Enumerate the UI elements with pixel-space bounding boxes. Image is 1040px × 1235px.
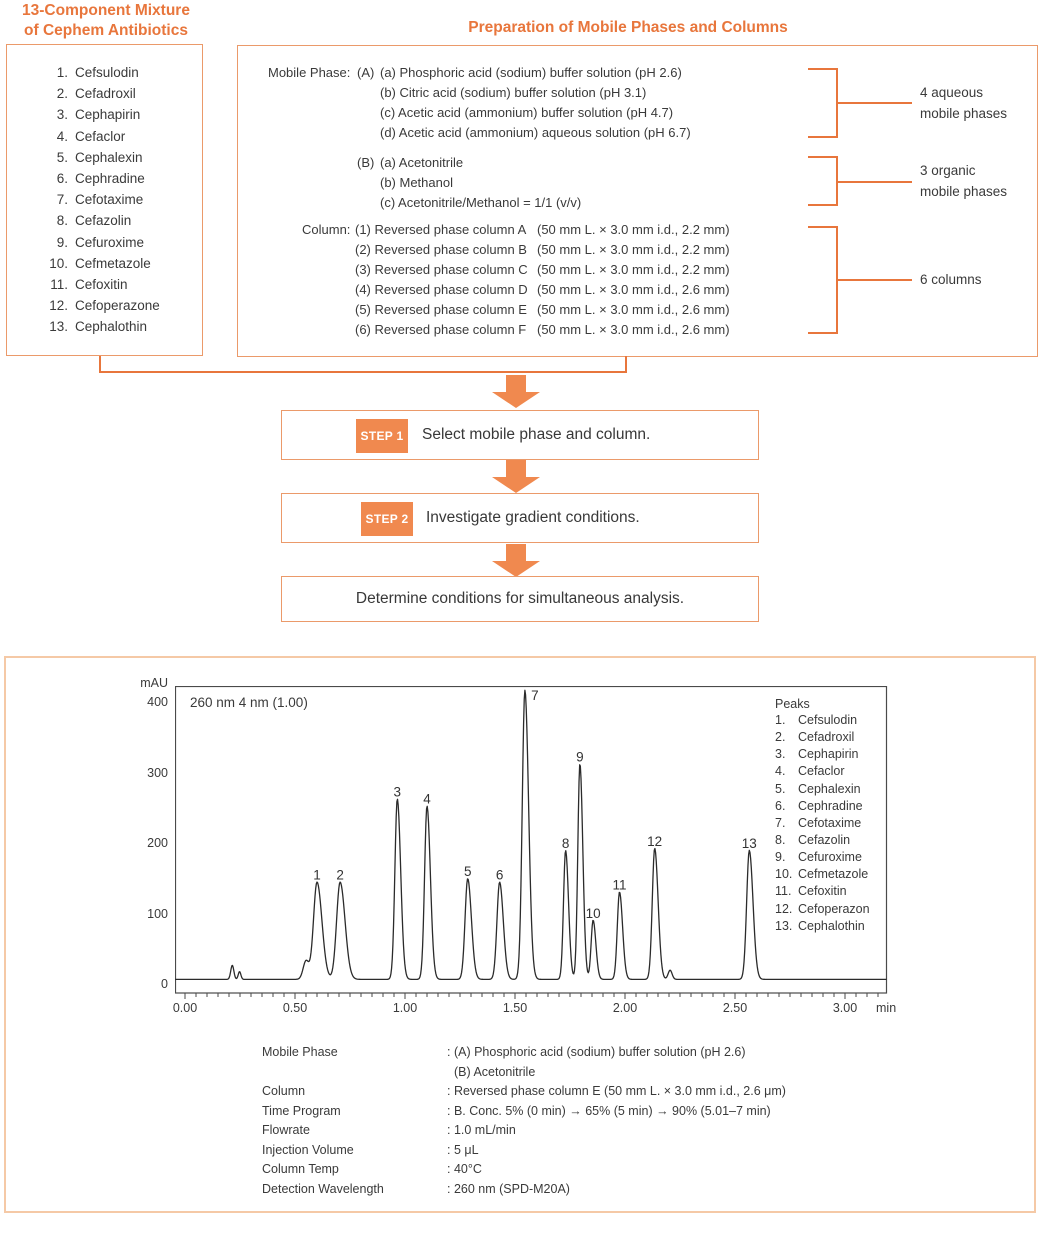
mixture-title-line2: of Cephem Antibiotics <box>24 22 188 39</box>
legend-item-name: Cefadroxil <box>798 730 855 745</box>
x-tick-label: 1.50 <box>502 1001 528 1015</box>
group-b-tag <box>357 193 380 213</box>
group-a-tag <box>357 83 380 103</box>
legend-item <box>775 918 870 935</box>
condition-label <box>262 1063 447 1083</box>
list-item <box>34 168 160 189</box>
x-tick-label: 3.00 <box>832 1001 858 1015</box>
condition-value: : Reversed phase column E (50 mm L. × 3.0 mm i.d., 2.6 μm) <box>447 1084 786 1098</box>
y-tick-label: 400 <box>147 695 168 709</box>
legend-item-number: 11. <box>775 884 792 899</box>
column-name: (5) Reversed phase column E <box>355 302 527 317</box>
condition-value: (B) Acetonitrile <box>454 1064 536 1079</box>
peaks-legend-items <box>775 712 870 935</box>
mobile-phase-b-row <box>357 173 581 193</box>
mobile-phase-b-item: (c) Acetonitrile/Methanol = 1/1 (v/v) <box>380 195 582 210</box>
condition-label: Time Program <box>262 1103 341 1118</box>
peaks-legend <box>775 697 870 935</box>
column-dims: (50 mm L. × 3.0 mm i.d., 2.2 mm) <box>537 242 730 257</box>
condition-row <box>262 1121 786 1141</box>
legend-item <box>775 849 870 866</box>
step2-text: Investigate gradient conditions. <box>426 509 640 526</box>
legend-item-name: Cephradine <box>798 798 863 813</box>
list-item-name: Cefoxitin <box>75 276 128 292</box>
x-tick-label: 0.00 <box>172 1001 198 1015</box>
x-tick-label: 0.50 <box>282 1001 308 1015</box>
list-item-name: Cefsulodin <box>75 65 139 80</box>
mixture-title <box>0 1 212 41</box>
label-aqueous <box>920 82 1007 124</box>
mobile-phase-a-item: (a) Phosphoric acid (sodium) buffer solution (pH 2.6) <box>380 65 682 80</box>
legend-item <box>775 832 870 849</box>
legend-item-name: Cefsulodin <box>798 713 858 727</box>
list-item-name: Cephradine <box>75 170 145 186</box>
bracket-organic <box>808 156 838 206</box>
condition-value: : B. Conc. 5% (0 min) → 65% (5 min) → 90% (5.01–7 min) <box>447 1103 771 1118</box>
peak-label-3: 3 <box>393 784 402 800</box>
column-row <box>302 240 730 260</box>
condition-value: : 1.0 mL/min <box>447 1123 516 1137</box>
legend-item-name: Cefuroxime <box>798 850 862 865</box>
mobile-phase-b-row <box>357 193 581 213</box>
x-tick-label: 2.00 <box>612 1001 638 1015</box>
list-item-name: Cefazolin <box>75 213 132 229</box>
condition-row <box>262 1043 786 1063</box>
condition-label: Detection Wavelength <box>262 1181 384 1196</box>
condition-label: Injection Volume <box>262 1142 354 1157</box>
condition-label: Column <box>262 1084 306 1098</box>
column-label <box>302 300 355 320</box>
legend-item-number: 1. <box>775 713 786 727</box>
list-item <box>34 253 160 274</box>
list-item <box>34 126 160 147</box>
legend-item-number: 7. <box>775 815 786 830</box>
mobile-phase-a-row <box>268 123 691 143</box>
peak-label-4: 4 <box>423 791 431 807</box>
peak-label-5: 5 <box>463 864 472 880</box>
bracket-aqueous-arm <box>838 102 912 104</box>
legend-item-number: 8. <box>775 832 786 847</box>
legend-item-number: 9. <box>775 850 786 865</box>
condition-value: : 5 μL <box>447 1142 479 1157</box>
detector-inset-label: 260 nm 4 nm (1.00) <box>190 695 308 710</box>
y-axis-unit-label: mAU <box>140 676 168 690</box>
condition-row <box>262 1082 786 1102</box>
list-item-name: Cefaclor <box>75 128 126 144</box>
condition-label: Mobile Phase <box>262 1045 338 1059</box>
list-item <box>34 62 160 83</box>
list-item <box>34 316 160 337</box>
label-organic-line1: 3 organic <box>920 163 976 178</box>
legend-item-name: Cefotaxime <box>798 815 862 830</box>
legend-item <box>775 866 870 883</box>
group-a-tag <box>357 123 380 143</box>
list-item-name: Cefotaxime <box>75 192 144 208</box>
list-item-name: Cefoperazone <box>75 298 160 314</box>
list-item-number: 6. <box>56 170 68 186</box>
column-row <box>302 320 730 340</box>
mobile-phase-a-block <box>268 63 691 143</box>
list-item-number: 13. <box>49 319 68 335</box>
list-item <box>34 104 160 125</box>
merge-connector-line <box>99 356 627 373</box>
list-item <box>34 295 160 316</box>
label-aqueous-line2: mobile phases <box>920 106 1008 121</box>
group-b-tag: (B) <box>357 155 375 170</box>
column-label <box>302 320 355 340</box>
legend-item-number: 5. <box>775 781 786 796</box>
column-name: (6) Reversed phase column F <box>355 322 527 337</box>
peak-label-13: 13 <box>741 835 757 851</box>
peak-label-9: 9 <box>576 749 584 765</box>
x-tick-label: 2.50 <box>722 1001 748 1015</box>
mobile-phase-b-item: (a) Acetonitrile <box>380 155 464 170</box>
legend-item <box>775 901 870 918</box>
list-item-name: Cephalexin <box>75 149 143 165</box>
column-label <box>302 280 355 300</box>
label-organic-line2: mobile phases <box>920 184 1008 199</box>
legend-item-number: 10. <box>775 867 793 882</box>
peak-label-12: 12 <box>647 833 663 849</box>
condition-row <box>262 1063 786 1083</box>
column-dims: (50 mm L. × 3.0 mm i.d., 2.6 mm) <box>537 282 730 297</box>
mobile-phase-b-row <box>357 153 581 173</box>
list-item-name: Cephalothin <box>75 319 148 335</box>
group-a-tag: (A) <box>357 65 375 80</box>
peak-label-10: 10 <box>585 905 601 921</box>
bracket-columns <box>808 226 838 334</box>
mobile-phase-label <box>268 103 357 123</box>
legend-item <box>775 712 870 729</box>
list-item-number: 11. <box>50 276 68 292</box>
peak-label-8: 8 <box>561 835 570 851</box>
list-item-name: Cefmetazole <box>75 255 151 271</box>
list-item-number: 7. <box>56 192 68 208</box>
column-list-block <box>302 220 730 340</box>
down-arrow-2 <box>492 460 540 493</box>
peak-label-7: 7 <box>531 687 539 703</box>
list-item-number: 9. <box>56 234 68 250</box>
legend-item <box>775 746 870 763</box>
column-dims: (50 mm L. × 3.0 mm i.d., 2.2 mm) <box>537 262 730 277</box>
legend-item-name: Cefoperazon <box>798 901 870 916</box>
list-item-name: Cefadroxil <box>75 86 136 102</box>
column-dims: (50 mm L. × 3.0 mm i.d., 2.2 mm) <box>537 222 730 237</box>
step2-box <box>281 493 759 543</box>
legend-item-name: Cefaclor <box>798 764 845 779</box>
prep-title: Preparation of Mobile Phases and Columns <box>468 19 788 36</box>
mobile-phase-a-row <box>268 63 691 83</box>
column-name: (3) Reversed phase column C <box>355 262 528 277</box>
list-item <box>34 83 160 104</box>
mobile-phase-a-item: (b) Citric acid (sodium) buffer solution (pH 3.1) <box>380 85 647 100</box>
final-box <box>281 576 759 622</box>
group-a-tag <box>357 103 380 123</box>
legend-item-number: 4. <box>775 764 786 779</box>
legend-item-name: Cefoxitin <box>798 884 847 899</box>
list-item <box>34 274 160 295</box>
condition-row <box>262 1180 786 1200</box>
list-item-name: Cefuroxime <box>75 234 145 250</box>
list-item-name: Cephapirin <box>75 107 141 123</box>
step1-box <box>281 410 759 460</box>
column-label <box>302 260 355 280</box>
legend-item-name: Cephalothin <box>798 918 865 933</box>
list-item <box>34 232 160 253</box>
group-b-tag <box>357 173 380 193</box>
list-item-number: 10. <box>49 255 68 271</box>
column-dims: (50 mm L. × 3.0 mm i.d., 2.6 mm) <box>537 302 730 317</box>
legend-item-number: 3. <box>775 747 786 762</box>
mobile-phase-b-item: (b) Methanol <box>380 175 453 190</box>
list-item-number: 5. <box>56 149 68 165</box>
step1-badge: STEP 1 <box>356 419 408 453</box>
list-item <box>34 147 160 168</box>
peak-label-1: 1 <box>313 867 321 883</box>
list-item-number: 1. <box>56 65 68 80</box>
legend-item <box>775 883 870 900</box>
mobile-phase-b-block <box>357 153 581 213</box>
analysis-conditions <box>262 1043 786 1199</box>
mobile-phase-a-item: (d) Acetic acid (ammonium) aqueous solution (pH 6.7) <box>380 125 691 140</box>
list-item-number: 12. <box>49 298 68 314</box>
mixture-list <box>34 62 160 337</box>
column-name: (1) Reversed phase column A <box>355 222 527 237</box>
x-tick-label: 1.00 <box>392 1001 418 1015</box>
label-organic <box>920 160 1007 202</box>
label-aqueous-line1: 4 aqueous <box>920 85 984 100</box>
column-label: Column: <box>302 222 351 237</box>
list-item-number: 3. <box>56 107 68 123</box>
bracket-organic-arm <box>838 181 912 183</box>
mixture-title-line1: 13-Component Mixture <box>22 2 190 19</box>
column-dims: (50 mm L. × 3.0 mm i.d., 2.6 mm) <box>537 322 730 337</box>
legend-item-number: 6. <box>775 798 786 813</box>
legend-item <box>775 729 870 746</box>
legend-item <box>775 798 870 815</box>
column-row <box>302 260 730 280</box>
legend-item-number: 13. <box>775 918 793 933</box>
list-item <box>34 189 160 210</box>
legend-item-name: Cephalexin <box>798 781 861 796</box>
mobile-phase-label <box>268 123 357 143</box>
bracket-columns-arm <box>838 279 912 281</box>
down-arrow-3 <box>492 544 540 577</box>
bracket-aqueous <box>808 68 838 138</box>
legend-item-number: 2. <box>775 730 786 745</box>
column-name: (2) Reversed phase column B <box>355 242 527 257</box>
legend-item-name: Cefazolin <box>798 832 851 847</box>
y-tick-label: 200 <box>147 836 168 850</box>
condition-label: Column Temp <box>262 1162 339 1176</box>
legend-item <box>775 781 870 798</box>
label-columns-line1: 6 columns <box>920 272 982 287</box>
step2-badge: STEP 2 <box>361 502 413 536</box>
column-label <box>302 240 355 260</box>
column-row <box>302 300 730 320</box>
column-name: (4) Reversed phase column D <box>355 282 528 297</box>
list-item-number: 8. <box>56 213 68 229</box>
column-row <box>302 280 730 300</box>
list-item-number: 4. <box>56 128 68 144</box>
final-text: Determine conditions for simultaneous analysis. <box>355 590 685 607</box>
list-item <box>34 210 160 231</box>
mobile-phase-a-row <box>268 83 691 103</box>
legend-item <box>775 815 870 832</box>
step1-text: Select mobile phase and column. <box>422 426 651 443</box>
condition-value: : (A) Phosphoric acid (sodium) buffer solution (pH 2.6) <box>447 1045 746 1059</box>
mobile-phase-a-item: (c) Acetic acid (ammonium) buffer solution (pH 4.7) <box>380 105 674 120</box>
condition-value: : 260 nm (SPD-M20A) <box>447 1181 570 1196</box>
peak-label-6: 6 <box>495 867 504 883</box>
legend-item-number: 12. <box>775 901 793 916</box>
legend-item-name: Cephapirin <box>798 747 859 762</box>
legend-item <box>775 763 870 780</box>
mobile-phase-label <box>268 83 357 103</box>
condition-row <box>262 1141 786 1161</box>
legend-item-name: Cefmetazole <box>798 867 869 882</box>
peak-label-11: 11 <box>612 877 627 893</box>
down-arrow-1 <box>492 375 540 408</box>
peaks-legend-title: Peaks <box>775 697 810 711</box>
condition-value: : 40°C <box>447 1162 482 1176</box>
y-tick-label: 100 <box>147 906 168 921</box>
mobile-phase-a-row <box>268 103 691 123</box>
mobile-phase-label: Mobile Phase: <box>268 65 351 80</box>
column-row <box>302 220 730 240</box>
condition-label: Flowrate <box>262 1123 310 1137</box>
x-axis-unit-label: min <box>876 1001 897 1015</box>
y-tick-label: 0 <box>161 977 168 991</box>
peak-label-2: 2 <box>336 867 344 883</box>
label-columns <box>920 269 982 290</box>
condition-row <box>262 1160 786 1180</box>
y-tick-label: 300 <box>147 765 168 780</box>
list-item-number: 2. <box>56 86 68 102</box>
condition-row <box>262 1102 786 1122</box>
